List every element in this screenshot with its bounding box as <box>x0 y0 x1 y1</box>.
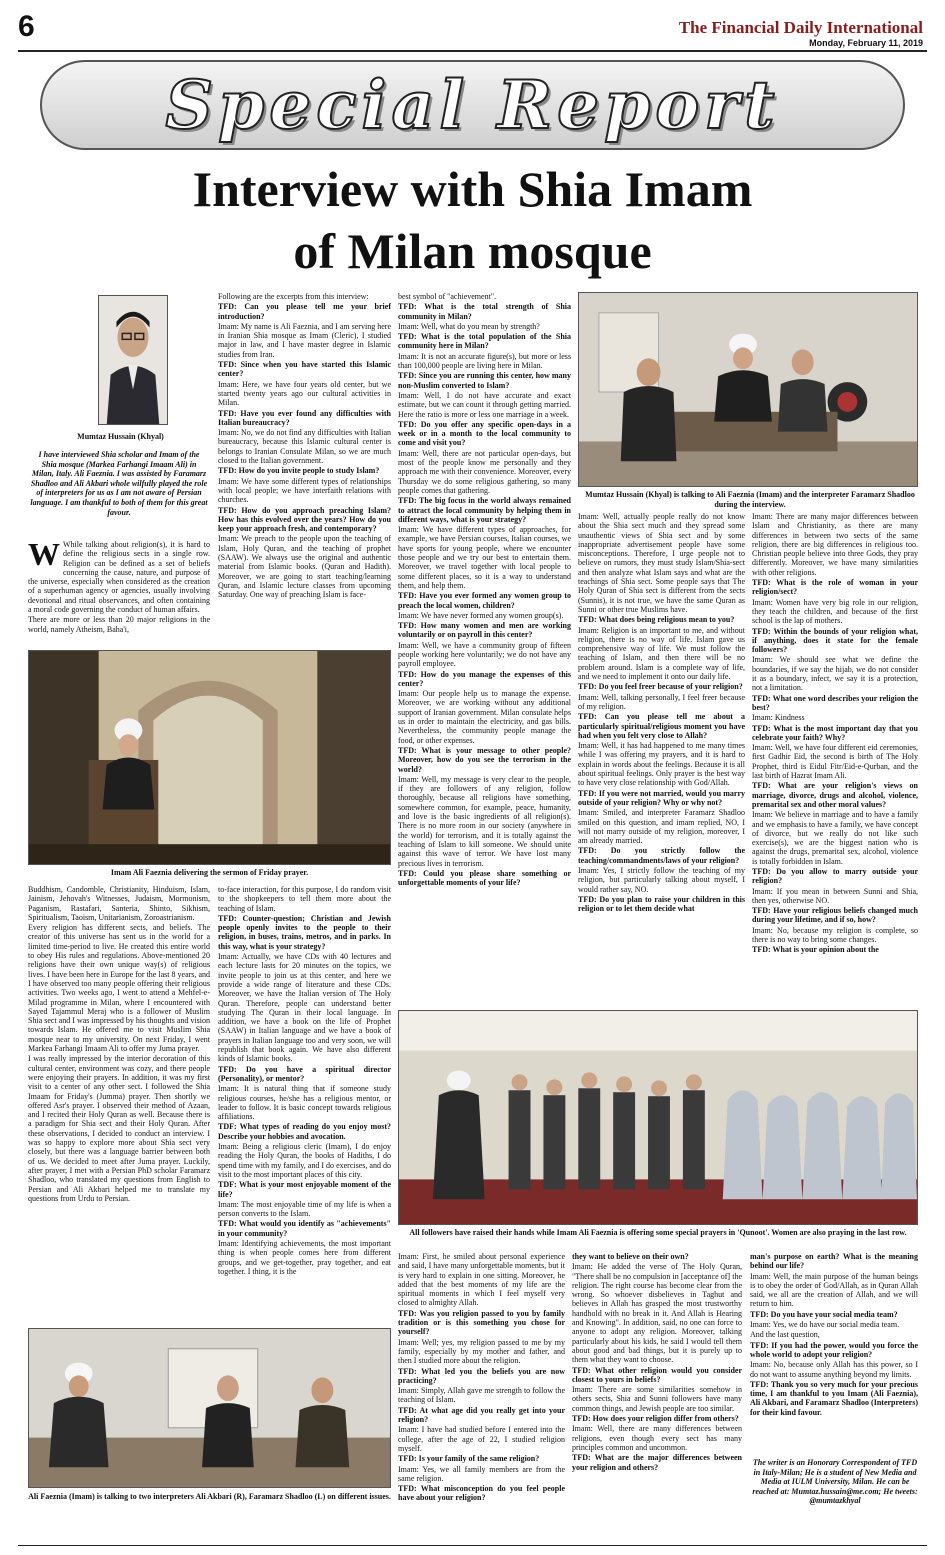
banner-text: Special Report <box>165 66 780 144</box>
interview-question: TFD: What other religion would you consider closest to yours in beliefs? <box>572 1365 742 1384</box>
writer-note: The writer is an Honorary Correspondent of TFD in Italy-Milan; He is a student of New Media and Media at IULM University, Milan. He can be reached at: Mumtaz.hussain@me.com; He tweets: @mumtazkhyal <box>752 1458 918 1506</box>
interview-answer: Imam: No, because only Allah has this power, so I do not want to assume anything beyond my limits. <box>750 1360 918 1379</box>
sermon-caption: Imam Ali Faeznia delivering the sermon of Friday prayer. <box>110 868 309 877</box>
interpreters-photo <box>28 1328 391 1488</box>
interview-question: TFD: What misconception do you feel people have about your religion? <box>398 1484 565 1503</box>
interview-question: TFD: Since when you have started this Islamic center? <box>218 360 391 379</box>
interview-answer: Imam: Yes, I strictly follow the teaching of my religion, but particularly talking about myself, I would rather say, NO. <box>578 865 745 894</box>
article-paragraph: There are more or less than 20 major religions in the world, namely Atheism, Baha'i, <box>28 615 210 634</box>
interview-answer: Imam: Well, talking personally, I feel freer because of my religion. <box>578 692 745 711</box>
column-5-mid <box>752 512 918 1008</box>
interview-question: TFD: Do you offer any specific open-days in a week or in a month to the local community to come and visit you? <box>398 419 571 448</box>
prayer-caption: All followers have raised their hands while Imam Ali Faeznia is offering some special prayers in 'Qunoot'. Women are also praying in the last row. <box>409 1228 907 1237</box>
interview-question: TFD: Do you plan to raise your children in this religion or to let them decide what <box>578 894 745 914</box>
headline-line-1: Interview with Shia Imam <box>192 161 753 217</box>
interview-answer: Imam: Smiled, and interpreter Faramarz Shadloo smiled on this question, and imam replied, NO, I will not marry outside of my religion, moreover, I am already married. <box>578 808 745 846</box>
interview-answer: Imam: The most enjoyable time of my life is when a person converts to the Islam. <box>218 1199 391 1219</box>
interview-question: TFD: Do you have your social media team? <box>750 1309 898 1319</box>
column-3-bottom <box>398 1252 565 1547</box>
author-intro: I have interviewed Shia scholar and Imam of the Shia mosque (Markea Farhangi Imaam Ali) in Milan, Italy. Ali Faeznia. I was assisted by Faramarz Shadloo and Ali Akbari whole wilfully played the role of interpreters for us as I am not aware of Persian language. I am thankful to both of them for this great favour. <box>30 450 208 517</box>
interview-answer: Imam: Identifying achievements, the most important thing is when people comes here from different groups, and we get-together, pray together, and eat together. I thing, it is the <box>218 1238 391 1276</box>
interview-question: TFD: Have you ever found any difficulties with Italian bureaucracy? <box>218 408 391 427</box>
interview-answer: Imam: Actually, we have CDs with 40 lectures and each lecture lasts for 20 minutes on the topics, we invite people to join us at this center, and here we provide a wide range of literature and these CDs. Moreover, we have the Italian version of The Holy Quran. Therefore, people can understand better studying The Quran in their local language. In addition, we have a book on the life of Prophet (SAAW) in Italian language and we have a book of prayers in Italian language too and very soon, we will republish that book again. We have also different kinds of Islamic books. <box>218 952 391 1064</box>
special-report-banner <box>40 60 905 150</box>
interview-question: TFD: What are your religion's views on marriage, divorce, drugs and alcohol, violence, premarital sex and other moral values? <box>752 781 918 809</box>
interview-answer: Imam: There are many major differences between Islam and Christianity, as there are many differences in between two sects of the same religion, there are big differences in religious too. Christian people believe into three Gods, they pray differently. Moreover, we have many similarities with other religions. <box>752 512 918 577</box>
headline <box>20 158 925 282</box>
interview-answer: Imam: Well, actually people really do not know about the Shia sect much and they spread some unauthentic views of Shia sect and by some inappropriate advertisement people have some misconceptions. Therefore, I urge people not to believe on rumors, they must study Islam/Shia-sect and then analyze what Islam says and what are the teachings of Shia sect. Some people says that The Holy Quran of Shia sect is different from the sects (Sunnis), it is not true, we have the same Quran as Sunni or other true Muslims have. <box>578 512 745 614</box>
interview-question: TFD: What one word describes your religion the best? <box>752 693 918 712</box>
interview-answer: Imam: No, because my religion is complete, so there is no way to bring some changes. <box>752 925 918 945</box>
headline-line-2: of Milan mosque <box>293 223 652 279</box>
column-3-top <box>398 292 571 1007</box>
article-paragraph: Buddhism, Candomble, Christianity, Hinduism, Islam, Jainism, Jehovah's Witnesses, Judaism, Mormonism, Paganism, Rastafari, Santeria, Shinto, Sikhism, Spiritualism, Taoism, Unitarianism, Zoroastrianism. <box>28 885 210 922</box>
article-paragraph: Following are the excerpts from this interview: <box>218 292 369 301</box>
interview-question: TDF: What is your most enjoyable moment of the life? <box>218 1180 391 1199</box>
column-1-top <box>28 540 210 650</box>
interview-question: man's purpose on earth? What is the meaning behind our life? <box>750 1252 918 1271</box>
interview-answer: Imam: We preach to the people upon the teaching of Islam, Holy Quran, and the teaching of prophet (SAAW). We always use the original and authentic material from Islamic books. (Quran and Hadith). Moreover, we are going to start teaching/learning Quran, and Islamic lecture classes from upcoming Saturday. One way of preaching Islam is face- <box>218 534 391 600</box>
interview-answer: Imam: Well, we have four different eid ceremonies, first Gadhir Eid, the second is birth of The Holy Prophet, third is Eidul Fitr/Eid-e-Qurban, and the last birth of Hazrat Imam Ali. <box>752 743 918 781</box>
column-2-top <box>218 292 391 650</box>
office-caption: Mumtaz Hussain (Khyal) is talking to Ali Faeznia (Imam) and the interpreter Faramarz Shadloo during the interview. <box>585 490 915 509</box>
interview-answer: Imam: My name is Ali Faeznia, and I am serving here in Iranian Shia mosque as Imam (Cleric), I studied major in law, and I have master degree in Islamic studies from Iran. <box>218 321 391 359</box>
interview-question: TFD: What is the most important day that you celebrate your faith? Why? <box>752 723 918 742</box>
interview-question: TFD: At what age did you really get into your religion? <box>398 1405 565 1425</box>
interview-question: TFD: Since you are running this center, how many non-Muslim converted to Islam? <box>398 371 571 390</box>
interview-question: TFD: Can you please tell me your brief introduction? <box>218 302 391 321</box>
interview-answer: Imam: We believe in marriage and to have a family and we emphasis to have a family, we have concept of divorce, but we really do not like such exercise(s), we are the biggest nation who is against the drugs, premarital sex, alcohol, violence is totally forbidden in Islam. <box>752 810 918 866</box>
interview-question: TFD: Thank you so very much for your precious time, I am thankful to you Imam (Ali Faeznia), Ali Akbari, and Faramarz Shadloo (Interpreters) for their kind favour. <box>750 1379 918 1417</box>
newspaper-name: The Financial Daily International <box>678 18 923 37</box>
interview-answer: Imam: We have different types of approaches, for example, we have Persian courses, Italian courses, we have sports for young people, where we encounter those people and we try our best to entertain them. Moreover, we travel together with local people to some different places, so it is a way to understand them, and help them. <box>398 525 571 590</box>
interview-answer: Imam: Here, we have four years old center, but we started twenty years ago our cultural activities in Milan. <box>218 379 391 408</box>
drop-cap: W <box>28 540 60 572</box>
column-5-bottom <box>750 1252 918 1452</box>
interview-answer: Imam: Simply, Allah gave me strength to follow the teaching of Islam. <box>398 1386 565 1405</box>
sermon-photo <box>28 650 391 865</box>
interview-question: TFD: What is the total population of the Shia community here in Milan? <box>398 332 571 351</box>
header-rule <box>18 50 927 52</box>
interview-question: TFD: What is your opinion about the <box>752 945 879 955</box>
author-name: Mumtaz Hussain (Khyal) <box>77 432 164 441</box>
interview-answer: Imam: It is not an accurate figure(s), but more or less than 100,000 people are living here in Milan. <box>398 351 571 371</box>
interview-question: TDF: What types of reading do you enjoy most? Describe your hobbies and avocation. <box>218 1122 391 1141</box>
interview-answer: Imam: Our people help us to manage the expense. Moreover, we are working without any additional support of Iranian government. Milan consulate helps us in order to maintain the electricity, and gas bills. Nevertheless, the community people manage the food, or other expenses. <box>398 689 571 745</box>
interview-question: TFD: What is the role of woman in your religion/sect? <box>752 578 918 597</box>
interview-question: TFD: Do you feel freer because of your religion? <box>578 682 743 692</box>
interview-answer: Imam: Yes, we all family members are from the same religion. <box>398 1464 565 1483</box>
page-number: 6 <box>18 10 35 43</box>
interview-question: TFD: How many women and men are working voluntarily or on payroll in this center? <box>398 621 571 640</box>
interview-question: TFD: How do you approach preaching Islam? How has this evolved over the years? How do you keep your approach fresh, and contemporary? <box>218 505 391 534</box>
interview-question: TFD: What is the total strength of Shia community in Milan? <box>398 302 571 321</box>
interview-answer: Imam: Well, my message is very clear to the people, if they are followers of any religion, follow thoroughly, because all religions have something, somewhere common, for example, peace, humanity, and love is the basic ingredients of all religion(s). There is no more room in our society (anywhere in the world) for terrorism, and it is totally against the teaching of Islam to kill someone. We should unite against this wave of terror. We have lost many precious lives in terrorism. <box>398 774 571 868</box>
interview-answer: Imam: Well, there are not particular open-days, but most of the people know me personally and they approach me with their convenience. Moreover, every Thursday we do some religious gathering, so many people comes that gathering. <box>398 448 571 495</box>
office-photo <box>578 292 918 487</box>
interview-question: TFD: Have you ever formed any women group to preach the local women, children? <box>398 591 571 610</box>
interview-answer: Imam: We should see what we define the boundaries, if we say the hijab, we do not consider it as a boundary, infect, we say it is a protection, not a limitation. <box>752 655 918 693</box>
prayer-photo <box>398 1010 918 1225</box>
interview-answer: Imam: There are some similarities somehow in others sects, Shia and Sunni followers have many common things, and Jewish people are too similar. <box>572 1385 742 1413</box>
interview-answer: Imam: If you mean in between Sunni and Shia, then yes, otherwise NO. <box>752 886 918 905</box>
interview-answer: And the last question, <box>750 1330 820 1340</box>
interview-answer: Imam: Women have very big role in our religion, they teach the children, and because of the first school is the lap of mothers. <box>752 597 918 626</box>
interview-answer: Imam: Well, there are many differences between religions, even though every sect has many principles common and uncommon. <box>572 1424 742 1452</box>
interview-question: TFD: What would you identify as "achievements" in your community? <box>218 1219 391 1238</box>
issue-date: Monday, February 11, 2019 <box>809 38 923 48</box>
interview-answer: Imam: Well, I do not have accurate and exact estimate, but we can count it through getting married. Here the ratio is more or less one marriage in a week. <box>398 390 571 419</box>
interview-question: TFD: Is your family of the same religion? <box>398 1454 540 1464</box>
column-1-mid <box>28 885 210 1325</box>
interview-question: TFD: If you had the power, would you force the whole world to adopt your religion? <box>750 1340 918 1359</box>
interview-question: TFD: Have your religious beliefs changed much during your lifetime, and if so, how? <box>752 906 918 925</box>
interview-answer: Imam: Religion is an important to me, and without religion, there is no way of life. Islam gave us comprehensive way of life. We must follow the teaching of Islam, and then there will be no problem around. Islam is a complete way of life, and we need to implement it onto our daily life. <box>578 625 745 682</box>
interview-question: TFD: What does being religious mean to you? <box>578 615 735 625</box>
interview-question: TFD: Within the bounds of your religion what, if anything, does it state for the female followers? <box>752 626 918 655</box>
interview-answer: Imam: We have never formed any women group(s). <box>398 610 564 620</box>
interview-answer: Imam: I have had studied before I entered into the college, after the age of 22, I studied religion myself. <box>398 1425 565 1453</box>
interview-question: TFD: Can you please tell me about a particularly spiritual/religious moment you have had when you felt very close to Allah? <box>578 712 745 740</box>
column-4-bottom <box>572 1252 742 1547</box>
column-2-mid <box>218 885 391 1325</box>
masthead <box>679 18 923 48</box>
interview-question: TFD: Counter-question; Christian and Jewish people openly invites to the people to their religion, in buses, trains, metros, and in parks. In this way, what is your strategy? <box>218 913 391 951</box>
interview-answer: Imam: Well, we have a community group of fifteen people working here voluntarily; we do not have any payroll employee. <box>398 640 571 669</box>
footer-rule <box>18 1545 927 1546</box>
article-paragraph: Every religion has different sects, and beliefs. The creator of this universe has sent us in the world for a limited time-period to live. He created this entire world to obey His rules and regulations. Above-mentioned 20 religions have their own unique way(s) of religious lives. I have been here in Europe for the last 8 years, and I have observed too many people offering their religious activities. Two weeks ago, I went to attend a Mehfel-e-Milad programme in Milan, where I encountered with Sayed Tajammul Meraj who is a follower of Muslim Shia sect and I was impressed by his thoughts and vision towards Islam. He offered me to visit Muslim Shia mosque near to my university. On next Friday, I went Markea Farhangi Imaam Ali to offer my Juma prayer. <box>28 923 210 1054</box>
interview-question: TFD: Do you allow to marry outside your religion? <box>752 866 918 886</box>
interview-question: TFD: Do you strictly follow the teaching/commandments/laws of your religion? <box>578 846 745 865</box>
interview-answer: Imam: Kindness <box>752 713 805 723</box>
interview-question: TFD: How do you invite people to study Islam? <box>218 466 380 476</box>
interview-question: TFD: How does your religion differ from others? <box>572 1414 739 1424</box>
interview-answer: Imam: It is natural thing that if someone study religious courses, he/she has a religious mentor, or leader to follow. It is basic concept towards religious affiliations. <box>218 1084 391 1122</box>
interview-answer: to-face interaction, for this purpose, I do random visit to the shopkeepers to tell them more about the teaching of Islam. <box>218 885 391 913</box>
interview-answer: Imam: First, he smiled about personal experience and said, I have many unforgettable moments, but it is very hard to explain in one sitting. Moreover, he added that the best moments of my life are the spiritual moments in which I feel myself very closed to almighty Allah. <box>398 1252 565 1308</box>
interview-question: TFD: Do you have a spiritual director (Personality), or mentor? <box>218 1064 391 1083</box>
interpreters-caption: Ali Faeznia (Imam) is talking to two interpreters Ali Akbari (R), Faramarz Shadloo (L) on different issues. <box>28 1492 391 1501</box>
interview-question: TFD: The big focus in the world always remained to attract the local community by helping them in different ways, what is your strategy? <box>398 496 571 524</box>
interview-question: they want to believe on their own? <box>572 1252 689 1261</box>
interview-answer: Imam: We have some different types of relationships with local people; we have interfaith relations with churches. <box>218 476 391 505</box>
interview-answer: Imam: He added the verse of The Holy Quran, "There shall be no compulsion in [acceptance of] the religion. The right course has become clear from the wrong. So whoever disbelieves in Taghut and believes in Allah has grasped the most trustworthy handhold with no break in it. And Allah is Hearing and Knowing". In addition, said, no one can force to anyone to adopt any religion. Moreover, talking particularly about his kids, he said I would tell them about good and bad things, but it is purely up to them what they want to choose. <box>572 1262 742 1365</box>
author-photo <box>98 295 168 425</box>
interview-answer: Imam: Being a religious cleric (Imam), I do enjoy reading the Holy Quran, the books of Hadiths, I do spend time with my family, and I do exercises, and do visit to the most important places of this city. <box>218 1142 391 1179</box>
interview-question: TFD: Could you please share something or unforgettable moments of your life? <box>398 868 571 888</box>
interview-question: TFD: What is your message to other people? Moreover, how do you see the terrorism in the world? <box>398 745 571 774</box>
interview-question: TFD: Was you religion passed to you by family tradition or is this something you chose for yourself? <box>398 1308 565 1337</box>
interview-answer: Imam: Yes, we do have our social media team. <box>750 1320 900 1330</box>
article-paragraph: I was really impressed by the interior decoration of this cultural center, environment was cozy, and there people were enjoying their prayers. In addition, it was my first visit to a center of any other sect. I followed the Shia Imaam for Friday's (Jumma) prayer. Then shortly we offered Asr's prayer. I observed their method of Azaan, and I recited their Holy Quran as well. Because there is a paradigm for Shia sect and their Holy Quran. After these observations, I decided to conduct an interview. I was so happy to explore more about Shia sect very closely, but there was a language barrier between both of us. We decided to meet after Juma prayer. Luckily, after prayer, I met with a Persian PhD scholar Faramarz Shadloo, who translated my questions from English to Persian and Ali Akbari helped me to translate my questions from Urdu to Persian. <box>28 1054 210 1203</box>
interview-question: TFD: How do you manage the expenses of this center? <box>398 669 571 688</box>
interview-answer: Imam: Well, what do you mean by strength? <box>398 321 540 331</box>
interview-answer: Imam: Well, it has had happened to me many times while I was offering my prayers, and it is hard to explain in words about the feelings. Because it is all about spiritual feelings. Only prayer is the best way to have very close relationship with God/Allah. <box>578 741 745 788</box>
column-4-mid <box>578 512 745 1008</box>
interview-question: TFD: What led you the beliefs you are now practicing? <box>398 1366 565 1385</box>
interview-answer: Imam: Well; yes, my religion passed to me by my family, especially by my mother and father, and then I studied more about the religion. <box>398 1337 565 1366</box>
article-paragraph: While talking about religion(s), it is hard to define the religious sects in a single row. Religion can be defined as a set of beliefs concerning the cause, nature, and purpose of the universe, especially when considered as the creation of a superhuman agency or agencies, usually involving devotional and ritual observances, and often containing a moral code governing the conduct of human affairs. <box>28 540 210 615</box>
interview-answer: Imam: Well, the main purpose of the human beings is to obey the order of God/Allah, as in Quran Allah said, we all are the creation of Allah, and we will return to him. <box>750 1271 918 1309</box>
interview-question: TFD: If you were not married, would you marry outside of your religion? Why or why not? <box>578 788 745 807</box>
interview-answer: Imam: No, we do not find any difficulties with Italian bureaucracy, because this Islamic cultural center is belongs to Iranian Consulate Milan, so we are much closed to the Italian government. <box>218 428 391 466</box>
interview-question: TFD: What are the major differences between your religion and others? <box>572 1453 742 1472</box>
interview-answer: best symbol of "achievement". <box>398 292 497 301</box>
